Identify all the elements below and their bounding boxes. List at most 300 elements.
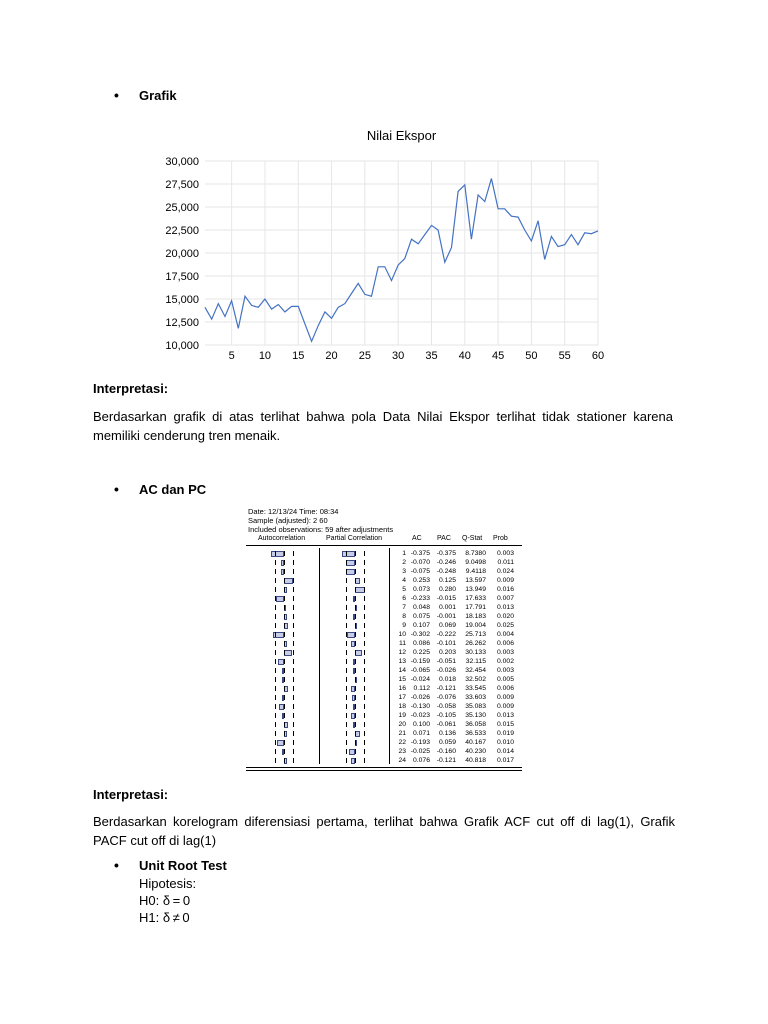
col-qstat: Q-Stat <box>462 535 483 542</box>
col-ac: AC <box>412 535 422 542</box>
ac-zero-tick <box>284 551 285 556</box>
correlogram-sample: Sample (adjusted): 2 60 <box>248 516 328 525</box>
prob-cell: 0.003 <box>496 667 514 674</box>
pac-bound-tick <box>364 731 365 736</box>
ac-bound-tick <box>275 668 276 673</box>
footer-divider-2 <box>246 770 522 771</box>
pac-bound-tick <box>364 614 365 619</box>
ac-cell: -0.026 <box>410 694 430 701</box>
ac-bound-tick <box>275 596 276 601</box>
ac-zero-tick <box>284 704 285 709</box>
table-row <box>246 595 546 603</box>
table-row <box>246 748 546 756</box>
header-divider <box>246 545 522 546</box>
x-tick-label: 50 <box>525 350 538 362</box>
x-tick-label: 5 <box>228 350 235 362</box>
qstat-cell: 9.0498 <box>465 559 486 566</box>
col-prob: Prob <box>493 535 508 542</box>
hipotesis-label: Hipotesis: <box>139 876 197 891</box>
ac-bar <box>276 596 284 602</box>
pac-zero-tick <box>355 650 356 655</box>
ac-bound-tick <box>275 587 276 592</box>
x-tick-label: 25 <box>358 350 371 362</box>
x-tick-label: 20 <box>325 350 338 362</box>
qstat-cell: 17.633 <box>465 595 486 602</box>
table-row <box>246 712 546 720</box>
table-row <box>246 667 546 675</box>
pac-cell: -0.121 <box>436 685 456 692</box>
unit-root-heading: • Unit Root Test <box>139 858 227 873</box>
ac-bound-tick <box>275 560 276 565</box>
qstat-cell: 18.183 <box>465 613 486 620</box>
pac-cell: 0.203 <box>438 649 456 656</box>
lag-cell: 6 <box>402 595 406 602</box>
pac-bound-tick <box>364 713 365 718</box>
ac-bound-tick <box>293 569 294 574</box>
pac-zero-tick <box>355 695 356 700</box>
ac-cell: -0.065 <box>410 667 430 674</box>
ac-bound-tick <box>293 686 294 691</box>
pac-zero-tick <box>355 614 356 619</box>
ac-cell: 0.253 <box>412 577 430 584</box>
ac-bound-tick <box>275 722 276 727</box>
ac-zero-tick <box>284 740 285 745</box>
col-partial-correlation: Partial Correlation <box>326 535 383 542</box>
lag-cell: 20 <box>398 721 406 728</box>
prob-cell: 0.025 <box>496 622 514 629</box>
pac-zero-tick <box>355 587 356 592</box>
ac-bar <box>271 551 285 557</box>
ac-bound-tick <box>275 578 276 583</box>
lag-cell: 10 <box>398 631 406 638</box>
ac-cell: -0.233 <box>410 595 430 602</box>
pac-zero-tick <box>355 623 356 628</box>
prob-cell: 0.010 <box>496 739 514 746</box>
lag-cell: 2 <box>402 559 406 566</box>
ac-bound-tick <box>275 614 276 619</box>
pac-bound-tick <box>364 686 365 691</box>
pac-bound-tick <box>364 596 365 601</box>
qstat-cell: 30.133 <box>465 649 486 656</box>
col-pac: PAC <box>437 535 451 542</box>
prob-cell: 0.024 <box>496 568 514 575</box>
ac-bound-tick <box>293 668 294 673</box>
y-tick-label: 17,500 <box>165 271 199 283</box>
ac-zero-tick <box>284 677 285 682</box>
lag-cell: 7 <box>402 604 406 611</box>
x-tick-label: 40 <box>458 350 471 362</box>
pac-bar <box>342 551 356 557</box>
ac-zero-tick <box>284 731 285 736</box>
prob-cell: 0.013 <box>496 604 514 611</box>
ac-bound-tick <box>293 587 294 592</box>
lag-cell: 21 <box>398 730 406 737</box>
lag-cell: 5 <box>402 586 406 593</box>
table-row <box>246 604 546 612</box>
ac-bound-tick <box>275 740 276 745</box>
qstat-cell: 19.004 <box>465 622 486 629</box>
qstat-cell: 33.545 <box>465 685 486 692</box>
pac-zero-tick <box>355 668 356 673</box>
qstat-cell: 35.130 <box>465 712 486 719</box>
ac-bar <box>284 650 292 656</box>
pac-bound-tick <box>346 641 347 646</box>
pac-bar <box>355 650 362 656</box>
prob-cell: 0.019 <box>496 730 514 737</box>
prob-cell: 0.013 <box>496 712 514 719</box>
ac-zero-tick <box>284 578 285 583</box>
pac-bound-tick <box>346 560 347 565</box>
ac-cell: -0.024 <box>410 676 430 683</box>
qstat-cell: 13.949 <box>465 586 486 593</box>
pac-cell: 0.018 <box>438 676 456 683</box>
pac-zero-tick <box>355 758 356 763</box>
pac-bound-tick <box>364 749 365 754</box>
pac-cell: -0.121 <box>436 757 456 764</box>
interpretasi-heading-1: Interpretasi: <box>93 381 169 396</box>
pac-cell: 0.125 <box>438 577 456 584</box>
ac-zero-tick <box>284 632 285 637</box>
pac-cell: -0.076 <box>436 694 456 701</box>
col-autocorrelation: Autocorrelation <box>258 535 306 542</box>
pac-cell: -0.051 <box>436 658 456 665</box>
qstat-cell: 32.115 <box>465 658 486 665</box>
ac-bound-tick <box>293 695 294 700</box>
pac-cell: 0.136 <box>438 730 456 737</box>
pac-bound-tick <box>364 677 365 682</box>
y-tick-label: 12,500 <box>165 317 199 329</box>
pac-zero-tick <box>355 722 356 727</box>
pac-zero-tick <box>355 731 356 736</box>
footer-divider-1 <box>246 767 522 768</box>
nilai-ekspor-line-chart <box>150 120 610 370</box>
lag-cell: 11 <box>398 640 406 647</box>
ac-cell: 0.100 <box>412 721 430 728</box>
ac-cell: 0.225 <box>412 649 430 656</box>
ac-cell: -0.159 <box>410 658 430 665</box>
pac-bound-tick <box>364 551 365 556</box>
prob-cell: 0.005 <box>496 676 514 683</box>
pac-cell: -0.026 <box>436 667 456 674</box>
prob-cell: 0.007 <box>496 595 514 602</box>
table-row <box>246 640 546 648</box>
ac-cell: -0.075 <box>410 568 430 575</box>
interpretasi-heading-2: Interpretasi: <box>93 787 169 802</box>
correlogram-table <box>246 508 522 773</box>
ac-zero-tick <box>284 569 285 574</box>
table-row <box>246 613 546 621</box>
ac-bound-tick <box>275 695 276 700</box>
y-tick-label: 20,000 <box>165 248 199 260</box>
table-row <box>246 676 546 684</box>
prob-cell: 0.003 <box>496 649 514 656</box>
ac-zero-tick <box>284 605 285 610</box>
x-tick-label: 45 <box>491 350 505 362</box>
pac-cell: 0.069 <box>438 622 456 629</box>
ac-cell: 0.073 <box>412 586 430 593</box>
y-tick-label: 30,000 <box>165 156 199 168</box>
ac-cell: -0.375 <box>410 550 430 557</box>
pac-bound-tick <box>346 605 347 610</box>
pac-zero-tick <box>355 578 356 583</box>
ac-bound-tick <box>293 596 294 601</box>
table-row <box>246 631 546 639</box>
pac-bound-tick <box>364 650 365 655</box>
pac-bound-tick <box>346 632 347 637</box>
pac-bound-tick <box>364 641 365 646</box>
table-row <box>246 757 546 765</box>
ac-bound-tick <box>275 677 276 682</box>
pac-cell: -0.160 <box>436 748 456 755</box>
ac-bound-tick <box>293 749 294 754</box>
pac-bound-tick <box>346 650 347 655</box>
ac-bound-tick <box>275 659 276 664</box>
ac-zero-tick <box>284 596 285 601</box>
pac-zero-tick <box>355 713 356 718</box>
table-row <box>246 685 546 693</box>
pac-bound-tick <box>364 569 365 574</box>
pac-bound-tick <box>346 569 347 574</box>
lag-cell: 18 <box>398 703 406 710</box>
ac-zero-tick <box>284 659 285 664</box>
pac-cell: -0.001 <box>436 613 456 620</box>
pac-bound-tick <box>364 668 365 673</box>
pac-zero-tick <box>355 740 356 745</box>
ac-bound-tick <box>293 578 294 583</box>
table-row <box>246 550 546 558</box>
table-row <box>246 622 546 630</box>
pac-bound-tick <box>346 668 347 673</box>
pac-zero-tick <box>355 749 356 754</box>
ac-bound-tick <box>275 731 276 736</box>
ac-bound-tick <box>293 623 294 628</box>
prob-cell: 0.009 <box>496 703 514 710</box>
pac-bound-tick <box>346 614 347 619</box>
ac-bound-tick <box>293 722 294 727</box>
pac-bound-tick <box>346 551 347 556</box>
ac-cell: -0.023 <box>410 712 430 719</box>
ac-cell: -0.302 <box>410 631 430 638</box>
interpretasi-text-2: Berdasarkan korelogram diferensiasi pertama, terlihat bahwa Grafik ACF cut off di lag(1), Grafik PACF cut off di lag(1) <box>93 814 675 848</box>
ac-bound-tick <box>275 641 276 646</box>
ac-bound-tick <box>275 686 276 691</box>
lag-cell: 9 <box>402 622 406 629</box>
pac-cell: 0.001 <box>438 604 456 611</box>
pac-bound-tick <box>346 695 347 700</box>
ac-bound-tick <box>293 731 294 736</box>
h1-hypothesis: H1: δ ≠ 0 <box>139 910 190 925</box>
ac-bound-tick <box>275 569 276 574</box>
prob-cell: 0.002 <box>496 658 514 665</box>
ac-pc-heading: • AC dan PC <box>139 482 206 497</box>
prob-cell: 0.003 <box>496 550 514 557</box>
lag-cell: 15 <box>398 676 406 683</box>
lag-cell: 14 <box>398 667 406 674</box>
ac-cell: 0.076 <box>412 757 430 764</box>
ac-bound-tick <box>293 614 294 619</box>
ac-cell: 0.107 <box>412 622 430 629</box>
qstat-cell: 36.058 <box>465 721 486 728</box>
correlogram-observations: Included observations: 59 after adjustments <box>248 525 394 534</box>
pac-bound-tick <box>364 722 365 727</box>
ac-bound-tick <box>275 605 276 610</box>
pac-bound-tick <box>364 632 365 637</box>
table-row <box>246 721 546 729</box>
ac-zero-tick <box>284 560 285 565</box>
lag-cell: 16 <box>398 685 406 692</box>
table-row <box>246 658 546 666</box>
pac-zero-tick <box>355 659 356 664</box>
pac-bound-tick <box>364 659 365 664</box>
pac-bound-tick <box>346 578 347 583</box>
pac-zero-tick <box>355 677 356 682</box>
ac-zero-tick <box>284 686 285 691</box>
prob-cell: 0.020 <box>496 613 514 620</box>
ac-bar <box>284 578 293 584</box>
pac-bound-tick <box>346 686 347 691</box>
pac-cell: -0.015 <box>436 595 456 602</box>
qstat-cell: 25.713 <box>465 631 486 638</box>
prob-cell: 0.017 <box>496 757 514 764</box>
ac-zero-tick <box>284 722 285 727</box>
pac-bound-tick <box>364 623 365 628</box>
ac-zero-tick <box>284 641 285 646</box>
ac-bound-tick <box>293 758 294 763</box>
ac-zero-tick <box>284 587 285 592</box>
ac-zero-tick <box>284 623 285 628</box>
y-tick-label: 27,500 <box>165 179 199 191</box>
pac-cell: -0.222 <box>436 631 456 638</box>
series-line <box>205 179 598 342</box>
pac-zero-tick <box>355 641 356 646</box>
pac-cell: -0.248 <box>436 568 456 575</box>
pac-bound-tick <box>364 578 365 583</box>
pac-bar <box>346 569 355 575</box>
lag-cell: 19 <box>398 712 406 719</box>
ac-zero-tick <box>284 758 285 763</box>
qstat-cell: 8.7380 <box>465 550 486 557</box>
qstat-cell: 32.502 <box>465 676 486 683</box>
qstat-cell: 40.167 <box>465 739 486 746</box>
lag-cell: 1 <box>402 550 406 557</box>
lag-cell: 8 <box>402 613 406 620</box>
ac-zero-tick <box>284 695 285 700</box>
table-row <box>246 730 546 738</box>
ac-cell: 0.075 <box>412 613 430 620</box>
qstat-cell: 26.262 <box>465 640 486 647</box>
lag-cell: 22 <box>398 739 406 746</box>
prob-cell: 0.015 <box>496 721 514 728</box>
qstat-cell: 9.4118 <box>465 568 486 575</box>
pac-bound-tick <box>364 704 365 709</box>
prob-cell: 0.009 <box>496 577 514 584</box>
ac-cell: -0.070 <box>410 559 430 566</box>
y-tick-label: 10,000 <box>165 340 199 352</box>
pac-bound-tick <box>364 605 365 610</box>
interpretasi-text-1: Berdasarkan grafik di atas terlihat bahwa pola Data Nilai Ekspor terlihat tidak stationer karena memiliki cenderung tren menaik. <box>93 409 673 443</box>
ac-bound-tick <box>293 659 294 664</box>
qstat-cell: 32.454 <box>465 667 486 674</box>
ac-bound-tick <box>293 704 294 709</box>
pac-bound-tick <box>364 587 365 592</box>
pac-cell: 0.059 <box>438 739 456 746</box>
prob-cell: 0.009 <box>496 694 514 701</box>
x-tick-label: 10 <box>258 350 272 362</box>
ac-bound-tick <box>293 713 294 718</box>
lag-cell: 3 <box>402 568 406 575</box>
ac-zero-tick <box>284 650 285 655</box>
pac-cell: -0.058 <box>436 703 456 710</box>
y-tick-label: 15,000 <box>165 294 199 306</box>
pac-bound-tick <box>364 695 365 700</box>
ac-cell: 0.071 <box>412 730 430 737</box>
y-tick-label: 25,000 <box>165 202 199 214</box>
lag-cell: 12 <box>398 649 406 656</box>
lag-cell: 24 <box>398 757 406 764</box>
pac-cell: 0.280 <box>438 586 456 593</box>
ac-bar <box>277 740 284 746</box>
x-tick-label: 15 <box>292 350 305 362</box>
prob-cell: 0.016 <box>496 586 514 593</box>
ac-bound-tick <box>275 758 276 763</box>
ac-bound-tick <box>275 623 276 628</box>
pac-bound-tick <box>346 587 347 592</box>
pac-cell: -0.061 <box>436 721 456 728</box>
ac-bound-tick <box>293 560 294 565</box>
pac-cell: -0.246 <box>436 559 456 566</box>
pac-bound-tick <box>346 758 347 763</box>
qstat-cell: 33.603 <box>465 694 486 701</box>
qstat-cell: 40.230 <box>465 748 486 755</box>
pac-bound-tick <box>346 749 347 754</box>
pac-bound-tick <box>364 758 365 763</box>
x-tick-label: 35 <box>425 350 438 362</box>
ac-bound-tick <box>293 605 294 610</box>
lag-cell: 23 <box>398 748 406 755</box>
ac-zero-tick <box>284 713 285 718</box>
ac-bound-tick <box>275 551 276 556</box>
pac-bound-tick <box>346 623 347 628</box>
pac-cell: -0.105 <box>436 712 456 719</box>
pac-bound-tick <box>346 731 347 736</box>
y-tick-label: 22,500 <box>165 225 199 237</box>
prob-cell: 0.006 <box>496 685 514 692</box>
pac-zero-tick <box>355 551 356 556</box>
ac-bound-tick <box>293 641 294 646</box>
grafik-heading: • Grafik <box>139 88 177 103</box>
ac-cell: -0.025 <box>410 748 430 755</box>
x-tick-label: 55 <box>558 350 571 362</box>
table-row <box>246 559 546 567</box>
qstat-cell: 13.597 <box>465 577 486 584</box>
pac-bound-tick <box>346 704 347 709</box>
table-row <box>246 694 546 702</box>
pac-bound-tick <box>346 713 347 718</box>
lag-cell: 17 <box>398 694 406 701</box>
pac-zero-tick <box>355 560 356 565</box>
pac-bound-tick <box>364 740 365 745</box>
ac-bound-tick <box>275 650 276 655</box>
ac-bound-tick <box>293 632 294 637</box>
ac-cell: -0.130 <box>410 703 430 710</box>
chart-title: Nilai Ekspor <box>366 128 437 143</box>
pac-zero-tick <box>355 632 356 637</box>
correlogram-date: Date: 12/13/24 Time: 08:34 <box>248 507 339 516</box>
pac-zero-tick <box>355 569 356 574</box>
ac-bound-tick <box>293 677 294 682</box>
ac-bound-tick <box>293 551 294 556</box>
qstat-cell: 40.818 <box>465 757 486 764</box>
